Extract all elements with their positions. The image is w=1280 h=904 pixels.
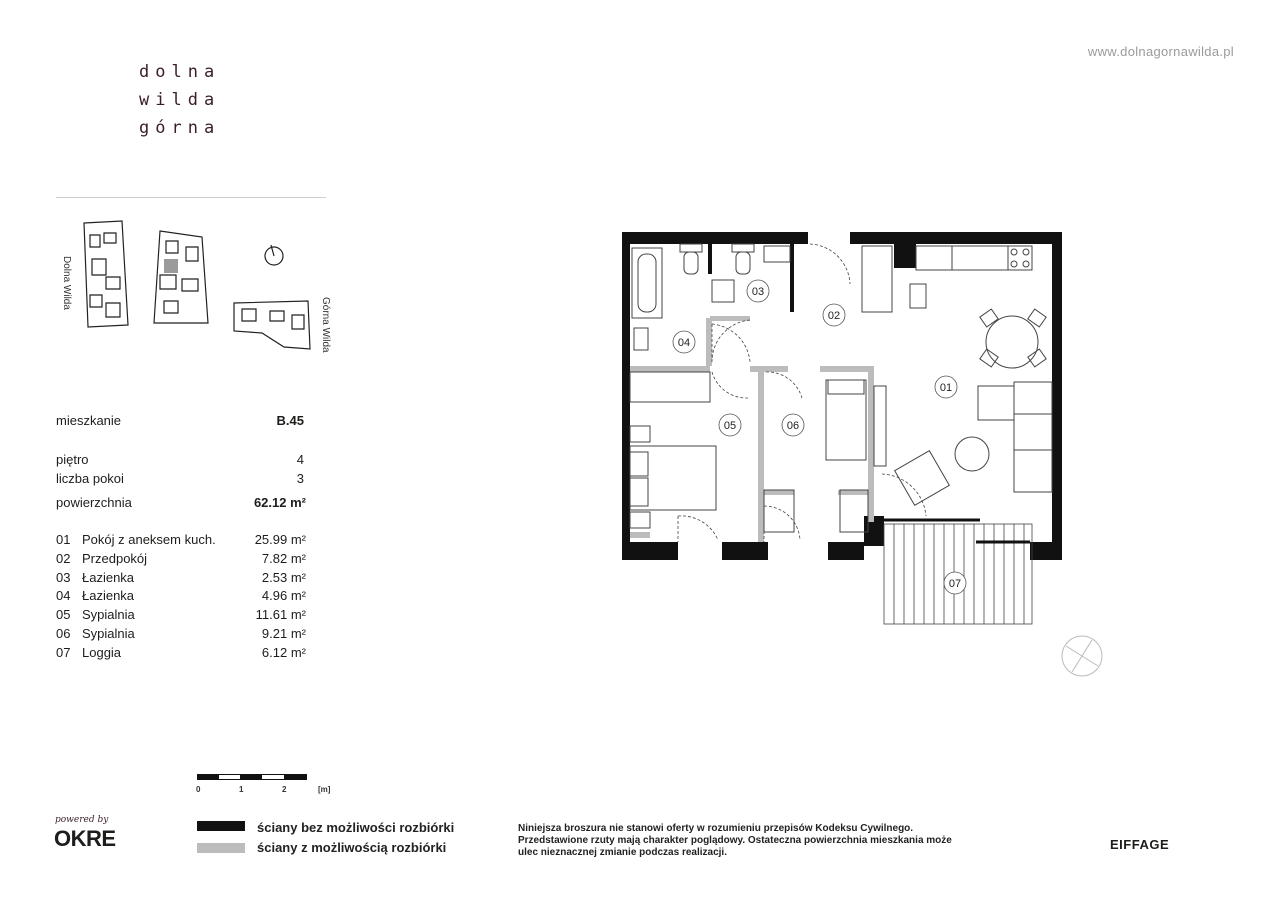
plan-label-02: 02	[827, 310, 841, 322]
rooms-value: 3	[296, 471, 304, 486]
apartment-row	[56, 413, 306, 428]
area-row	[56, 495, 306, 510]
apartment-value: B.45	[276, 413, 304, 428]
eiffage-logo: EIFFAGE	[1110, 837, 1170, 852]
north-arrow-icon	[1062, 636, 1102, 676]
plan-label-03: 03	[751, 286, 765, 298]
logo-line-2: wilda	[139, 90, 221, 110]
scale-bar	[197, 774, 307, 780]
apartment-highlight	[164, 259, 178, 273]
okre-logo: OKRE	[54, 826, 116, 851]
website-link[interactable]: www.dolnagornawilda.pl	[1087, 44, 1234, 59]
legend-solid-swatch	[197, 821, 245, 831]
plan-label-05: 05	[723, 420, 737, 432]
key-label-dolna-wilda: Dolna Wilda	[61, 256, 72, 310]
plan-label-04: 04	[677, 337, 691, 349]
floor-row	[56, 452, 306, 467]
scale-unit: [m]	[318, 785, 331, 794]
key-label-gorna-wilda: Górna Wilda	[320, 297, 331, 353]
legend-light-text: ściany z możliwością rozbiórki	[257, 840, 447, 855]
plan-label-06: 06	[786, 420, 800, 432]
floor-value: 4	[296, 452, 304, 467]
rooms-label: liczba pokoi	[56, 471, 124, 486]
scale-tick-0: 0	[196, 785, 201, 794]
scale-tick-2: 2	[282, 785, 287, 794]
floor-label: piętro	[56, 452, 89, 467]
legend-light-swatch	[197, 843, 245, 853]
plan-label-01: 01	[939, 382, 953, 394]
logo-line-1: dolna	[139, 62, 221, 82]
legend-solid-text: ściany bez możliwości rozbiórki	[257, 820, 455, 835]
floor-plan	[600, 220, 1120, 690]
apartment-label: mieszkanie	[56, 413, 122, 428]
rooms-row	[56, 471, 306, 486]
logo-line-3: górna	[139, 118, 221, 138]
divider	[56, 197, 326, 198]
site-key-plan	[56, 215, 346, 375]
area-value: 62.12 m²	[253, 495, 306, 510]
plan-label-07: 07	[948, 578, 962, 590]
powered-by-text: powered by	[55, 815, 109, 825]
scale-tick-1: 1	[239, 785, 244, 794]
area-label: powierzchnia	[56, 495, 132, 510]
brand-logo	[139, 58, 220, 142]
disclaimer: Niniejsza broszura nie stanowi oferty w rozumieniu przepisów Kodeksu Cywilnego. Przedstawione rzuty mają charakter poglądowy. Ostateczna powierzchnia mieszkania może ulec nieznacznej zmianie podczas realizacji.	[518, 823, 952, 858]
